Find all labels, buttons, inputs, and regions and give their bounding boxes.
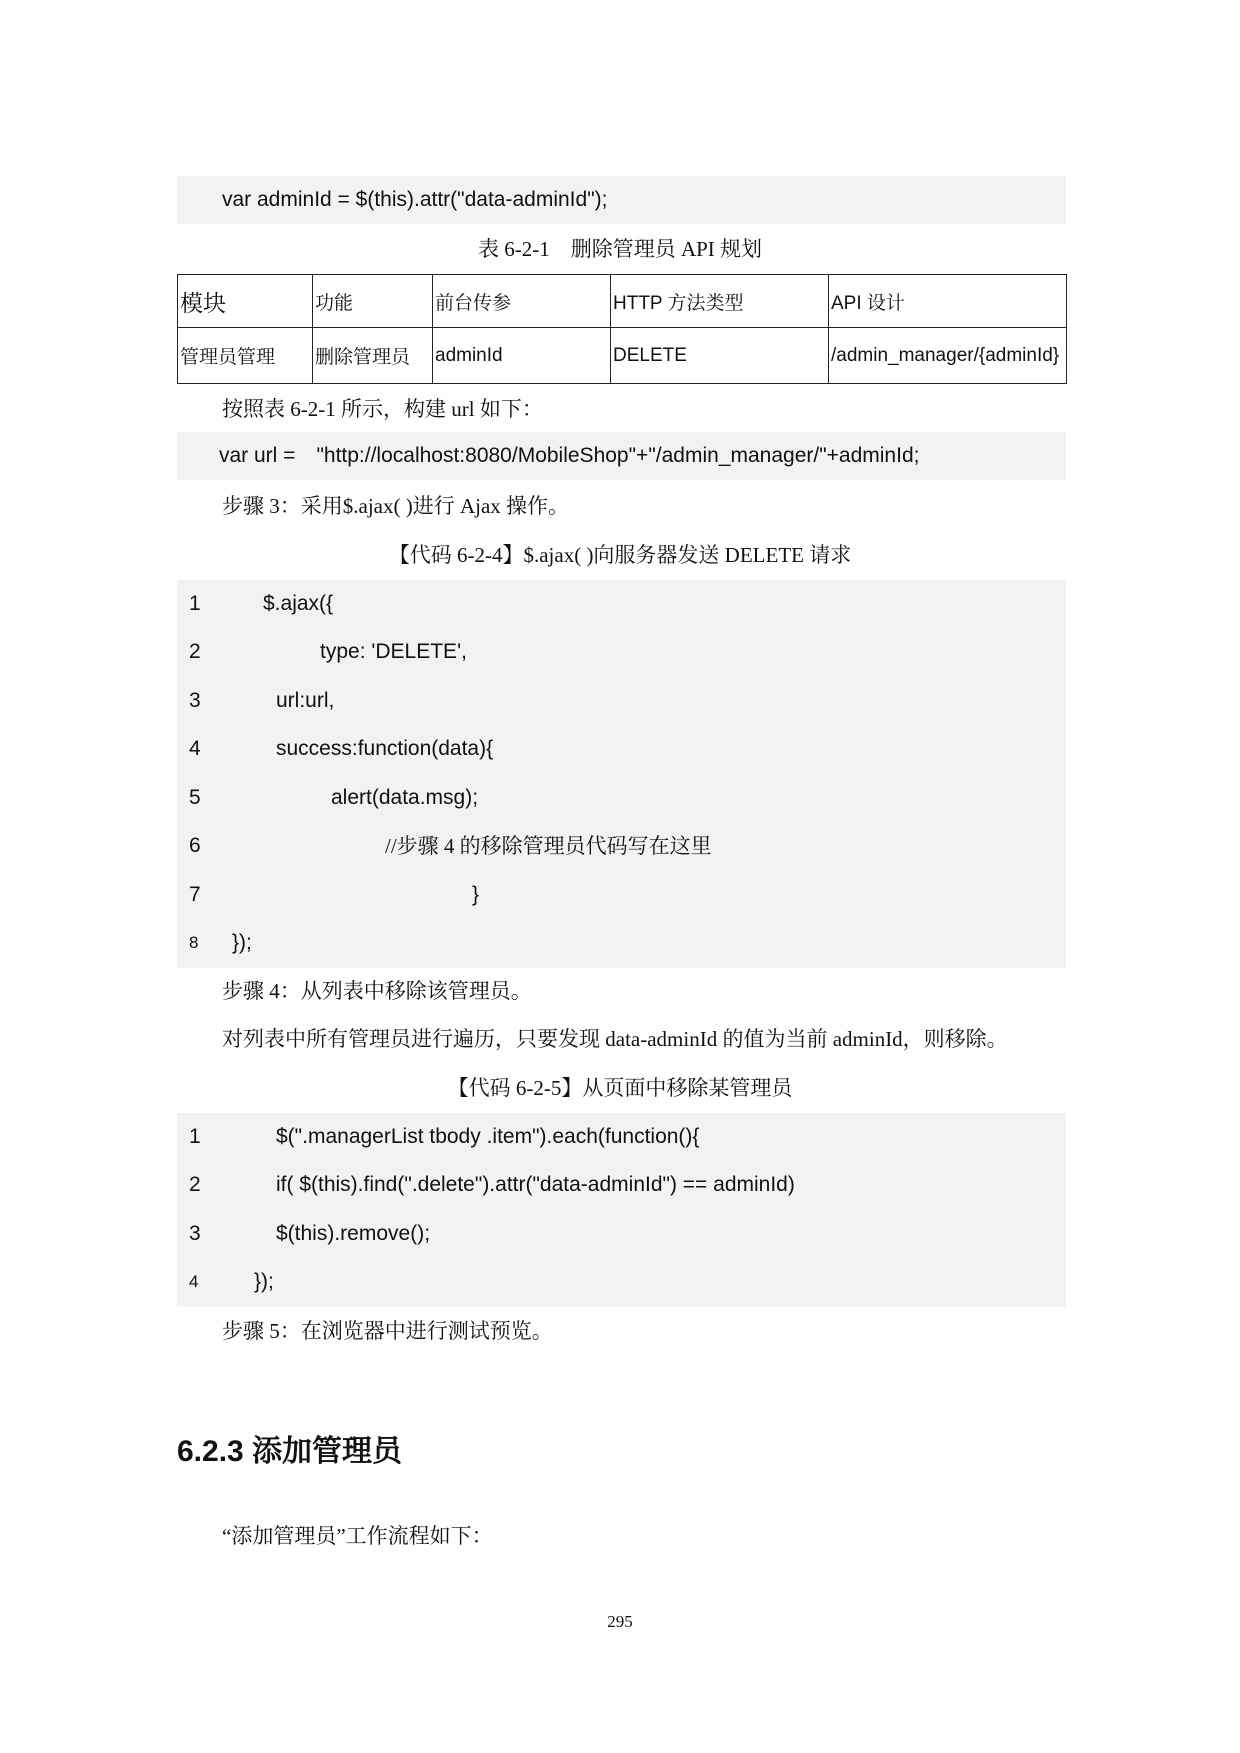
line-number: 4 xyxy=(189,1272,199,1291)
code-line xyxy=(177,628,1066,676)
line-number: 4 xyxy=(189,737,201,760)
line-number: 3 xyxy=(189,689,201,712)
step-5: 步骤 5：在浏览器中进行测试预览。 xyxy=(222,1319,553,1343)
line-number: 5 xyxy=(189,786,201,809)
code1-caption: 【代码 6-2-4】$.ajax( )向服务器发送 DELETE 请求 xyxy=(388,543,852,567)
line-number: 1 xyxy=(189,1125,201,1148)
code-block-2 xyxy=(177,1113,1066,1307)
code-text: $(".managerList tbody .item").each(function(){ xyxy=(276,1125,700,1148)
header-cell-params: 前台传参 xyxy=(433,275,611,328)
step-4: 步骤 4：从列表中移除该管理员。 xyxy=(222,979,532,1003)
para-build-url: 按照表 6-2-1 所示，构建 url 如下： xyxy=(222,397,543,421)
code-line xyxy=(177,774,1066,822)
code-text: if( $(this).find(".delete").attr("data-adminId") == adminId) xyxy=(276,1173,795,1196)
code-text: $(this).remove(); xyxy=(276,1222,431,1245)
code-line xyxy=(177,919,1066,967)
api-table-header-row xyxy=(178,275,1067,328)
url-code-block xyxy=(177,432,1066,480)
cell-module: 管理员管理 xyxy=(178,328,313,384)
url-code-line: var url = "http://localhost:8080/MobileShop"+"/admin_manager/"+adminId; xyxy=(219,444,920,467)
step-3: 步骤 3：采用$.ajax( )进行 Ajax 操作。 xyxy=(222,494,570,518)
line-number: 3 xyxy=(189,1222,201,1245)
api-table-row xyxy=(178,328,1067,384)
code-text: //步骤 4 的移除管理员代码写在这里 xyxy=(385,834,712,858)
para-iterate: 对列表中所有管理员进行遍历，只要发现 data-adminId 的值为当前 adminId，则移除。 xyxy=(222,1027,1008,1051)
header-cell-function: 功能 xyxy=(313,275,433,328)
para-flow: “添加管理员”工作流程如下： xyxy=(222,1524,493,1548)
code-text: } xyxy=(472,883,480,906)
cell-params: adminId xyxy=(433,328,611,384)
code-line xyxy=(177,1210,1066,1258)
page-number: 295 xyxy=(607,1612,633,1631)
code-line xyxy=(177,1161,1066,1209)
cell-api-design: /admin_manager/{adminId} xyxy=(829,328,1067,384)
code2-caption: 【代码 6-2-5】从页面中移除某管理员 xyxy=(447,1076,793,1100)
section-heading: 6.2.3 添加管理员 xyxy=(177,1435,403,1468)
top-code-line: var adminId = $(this).attr("data-adminId"); xyxy=(222,188,608,211)
code-text: url:url, xyxy=(276,689,335,712)
code-text: }); xyxy=(254,1270,274,1293)
code-line xyxy=(177,725,1066,773)
line-number: 6 xyxy=(189,834,201,857)
code-line xyxy=(177,1113,1066,1161)
code-text: $.ajax({ xyxy=(263,592,334,615)
table-caption: 表 6-2-1 删除管理员 API 规划 xyxy=(477,237,763,261)
code-text: type: 'DELETE', xyxy=(320,640,467,663)
top-code-block xyxy=(177,176,1066,224)
line-number: 2 xyxy=(189,640,201,663)
api-table xyxy=(177,274,1067,384)
code-text: success:function(data){ xyxy=(276,737,494,760)
line-number: 7 xyxy=(189,883,201,906)
line-number: 1 xyxy=(189,592,201,615)
header-cell-module: 模块 xyxy=(178,275,313,328)
header-cell-http-method: HTTP 方法类型 xyxy=(611,275,829,328)
code-line xyxy=(177,580,1066,628)
code-line xyxy=(177,822,1066,870)
cell-http-method: DELETE xyxy=(611,328,829,384)
cell-function: 删除管理员 xyxy=(313,328,433,384)
line-number: 2 xyxy=(189,1173,201,1196)
code-block-1 xyxy=(177,580,1066,968)
code-line xyxy=(177,677,1066,725)
header-cell-api-design: API 设计 xyxy=(829,275,1067,328)
code-line xyxy=(177,871,1066,919)
line-number: 8 xyxy=(189,933,199,952)
code-text: alert(data.msg); xyxy=(331,786,479,809)
code-line xyxy=(177,1258,1066,1306)
code-text: }); xyxy=(232,931,252,954)
